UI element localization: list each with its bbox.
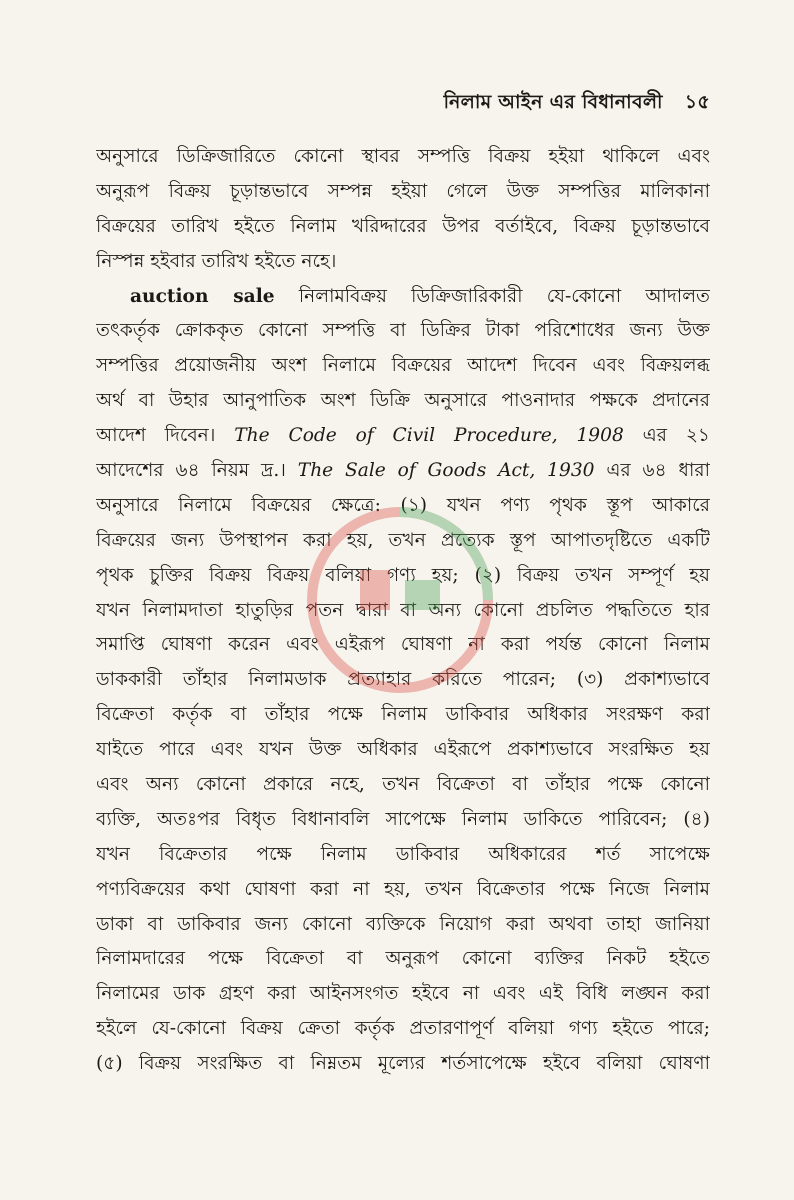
- text-line: ডাককারী তাঁহার নিলামডাক প্রত্যাহার করিতে পারেন; (৩) প্রকাশ্যভাবে: [96, 669, 710, 691]
- text-line: তৎকর্তৃক ক্রোককৃত কোনো সম্পত্তি বা ডিক্রির টাকা পরিশোধের জন্য উক্ত: [96, 320, 710, 342]
- text-segment: নিলামবিক্রয় ডিক্রিজারিকারী যে-কোনো আদালত: [298, 285, 710, 307]
- text-line: পৃথক চুক্তির বিক্রয় বিক্রয় বলিয়া গণ্য হয়; (২) বিক্রয় তখন সম্পূর্ণ হয়: [96, 564, 710, 586]
- text-line: বিক্রয়ের জন্য উপস্থাপন করা হয়, তখন প্রত্যেক স্তূপ আপাতদৃষ্টিতে একটি: [96, 529, 710, 551]
- text-line: ডাকা বা ডাকিবার জন্য কোনো ব্যক্তিকে নিয়োগ করা অথবা তাহা জানিয়া: [96, 913, 710, 935]
- statute-reference: The Sale of Goods Act, 1930: [297, 460, 595, 482]
- text-line: (৫) বিক্রয় সংরক্ষিত বা নিম্নতম মূল্যের শর্তসাপেক্ষে হইবে বলিয়া ঘোষণা: [96, 1053, 710, 1075]
- text-line: নিস্পন্ন হইবার তারিখ হইতে নহে।: [96, 250, 337, 272]
- text-line: নিলামদারের পক্ষে বিক্রেতা বা অনুরূপ কোনো ব্যক্তির নিকট হইতে: [96, 948, 710, 970]
- text-line: অনুসারে ডিক্রিজারিতে কোনো স্থাবর সম্পত্তি বিক্রয় হইয়া থাকিলে এবং: [96, 146, 710, 167]
- text-line: পণ্যবিক্রয়ের কথা ঘোষণা করা না হয়, তখন বিক্রেতার পক্ষে নিজে নিলাম: [96, 878, 710, 900]
- text-line: অনুসারে নিলামে বিক্রয়ের ক্ষেত্রে: (১) যখন পণ্য পৃথক স্তূপ আকারে: [96, 494, 710, 516]
- text-line: ব্যক্তি, অতঃপর বিধৃত বিধানাবলি সাপেক্ষে নিলাম ডাকিতে পারিবেন; (৪): [96, 808, 710, 830]
- text-line: [96, 419, 710, 454]
- entry-term: auction sale: [130, 285, 275, 307]
- text-line: সম্পত্তির প্রয়োজনীয় অংশ নিলামে বিক্রয়ের আদেশ দিবেন এবং বিক্রয়লব্ধ: [96, 355, 710, 377]
- page-number: ১৫: [684, 91, 710, 113]
- text-line: যাইতে পারে এবং যখন উক্ত অধিকার এইরূপে প্রকাশ্যভাবে সংরক্ষিত হয়: [96, 739, 710, 761]
- text-segment: আদেশ দিবেন।: [96, 425, 216, 447]
- text-line: নিলামের ডাক গ্রহণ করা আইনসংগত হইবে না এবং এই বিধি লঙ্ঘন করা: [96, 983, 710, 1005]
- text-line: অনুরূপ বিক্রয় চূড়ান্তভাবে সম্পন্ন হইয়া গেলে উক্ত সম্পত্তির মালিকানা: [96, 180, 710, 202]
- entry-first-line: [96, 280, 710, 315]
- text-line: সমাপ্তি ঘোষণা করেন এবং এইরূপ ঘোষণা না করা পর্যন্ত কোনো নিলাম: [96, 634, 710, 656]
- text-line: অর্থ বা উহার আনুপাতিক অংশ ডিক্রি অনুসারে পাওনাদার পক্ষকে প্রদানের: [96, 390, 710, 412]
- text-segment: এর ৬৪ ধারা: [606, 460, 710, 482]
- text-line: বিক্রেতা কর্তৃক বা তাঁহার পক্ষে নিলাম ডাকিবার অধিকার সংরক্ষণ করা: [96, 704, 710, 726]
- text-segment: আদেশের ৬৪ নিয়ম দ্র.।: [96, 460, 286, 482]
- statute-reference: The Code of Civil Procedure, 1908: [234, 425, 624, 447]
- text-line: হইলে যে-কোনো বিক্রয় ক্রেতা কর্তৃক প্রতারণাপূর্ণ বলিয়া গণ্য হইতে পারে;: [96, 1018, 710, 1040]
- running-header: [444, 88, 710, 120]
- text-line: যখন বিক্রেতার পক্ষে নিলাম ডাকিবার অধিকারের শর্ত সাপেক্ষে: [96, 843, 710, 865]
- text-segment: এর ২১: [642, 425, 710, 447]
- text-line: যখন নিলামদাতা হাতুড়ির পতন দ্বারা বা অন্য কোনো প্রচলিত পদ্ধতিতে হার: [96, 599, 710, 621]
- text-line: [96, 454, 710, 489]
- text-line: বিক্রয়ের তারিখ হইতে নিলাম খরিদ্দারের উপর বর্তাইবে, বিক্রয় চূড়ান্তভাবে: [96, 215, 710, 237]
- body-text: [96, 140, 710, 1082]
- text-line: এবং অন্য কোনো প্রকারে নহে, তখন বিক্রেতা বা তাঁহার পক্ষে কোনো: [96, 774, 710, 796]
- paragraph-continuation: [96, 489, 710, 1082]
- chapter-title: নিলাম আইন এর বিধানাবলী: [443, 91, 663, 113]
